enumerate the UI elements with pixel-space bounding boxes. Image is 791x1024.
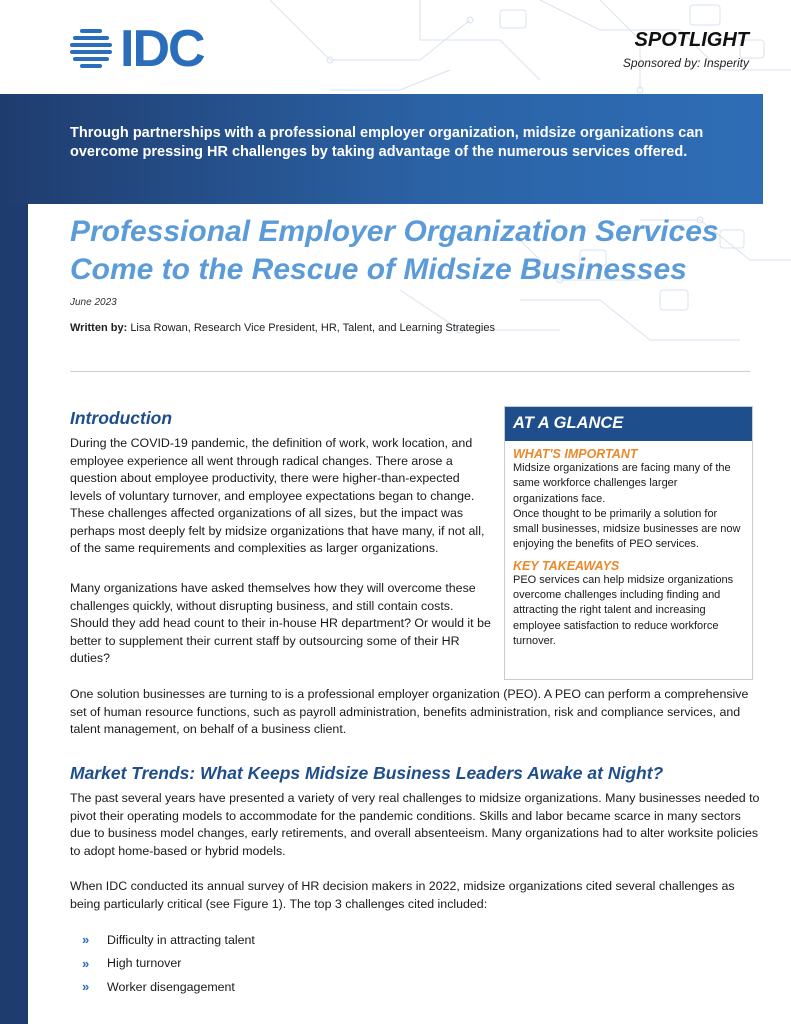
- author-name: Lisa Rowan, Research Vice President, HR, Talent, and Learning Strategies: [130, 322, 495, 334]
- author-label: Written by:: [70, 322, 128, 334]
- divider: [70, 371, 750, 372]
- chevron-bullet-icon: »: [82, 932, 90, 948]
- list-item: [82, 928, 255, 952]
- key-takeaways-label: KEY TAKEAWAYS: [513, 558, 620, 573]
- chevron-bullet-icon: »: [82, 979, 90, 995]
- intro-paragraph-1: During the COVID-19 pandemic, the definition of work, work location, and employee experience all went through radical changes. There arose a question about employee productivity, there were higher-than-expected levels of voluntary turnover, and employee expectations began to change. These challenges affected organizations of all sizes, but the impact was perhaps most deeply felt by midsize organizations that have many, if not all, of the same requirements and complexities as larger organizations.: [70, 436, 485, 555]
- list-item-text: High turnover: [107, 956, 182, 971]
- logo-wordmark: IDC: [120, 20, 204, 78]
- title-line-1: Professional Employer Organization Services: [70, 215, 719, 248]
- page-title: [70, 213, 770, 289]
- market-paragraph-2: When IDC conducted its annual survey of HR decision makers in 2022, midsize organizations cited several challenges as being particularly critical (see Figure 1). The top 3 challenges cited included:: [70, 879, 735, 911]
- glance-heading: AT A GLANCE: [505, 407, 752, 441]
- publication-date: June 2023: [70, 297, 117, 308]
- important-text-1: Midsize organizations are facing many of the same workforce challenges larger organizations face.: [513, 462, 731, 505]
- challenges-list: [82, 928, 255, 999]
- list-item: [82, 975, 255, 999]
- intro-paragraph-3: One solution businesses are turning to is a professional employer organization (PEO). A PEO can perform a comprehensive set of human resource functions, such as payroll administration, benefits administration, risk and compliance services, and talent management, on behalf of a business client.: [70, 687, 749, 736]
- doc-type: SPOTLIGHT: [634, 29, 749, 51]
- list-item-text: Worker disengagement: [107, 979, 235, 994]
- globe-logo-icon: [68, 26, 114, 72]
- sponsor-line: Sponsored by: Insperity: [622, 56, 749, 70]
- chevron-bullet-icon: »: [82, 955, 90, 971]
- market-paragraph-1: The past several years have presented a variety of very real challenges to midsize organizations. Many businesses needed to pivot their operating models to accommodate for the pandemic conditions. Skills and labor became scarce in many sectors due to business model changes, early retirements, and overall absenteeism. Many organizations had to alter worksite policies to adopt home-based or hybrid models.: [70, 791, 760, 858]
- at-a-glance-box: [504, 406, 753, 680]
- title-line-2: Come to the Rescue of Midsize Businesses: [70, 253, 687, 286]
- market-trends-heading: Market Trends: What Keeps Midsize Business Leaders Awake at Night?: [70, 763, 664, 783]
- intro-paragraph-2: Many organizations have asked themselves how they will overcome these challenges quickly, without disrupting business, and still contain costs. Should they add head count to their in-house HR department? Or would it be better to supplement their current staff by outsourcing some of their HR duties?: [70, 581, 491, 665]
- spotlight-label: [623, 28, 749, 70]
- left-accent-bar: [0, 94, 28, 1024]
- important-text-2: Once thought to be primarily a solution for small businesses, midsize businesses are now enjoying the benefits of PEO services.: [513, 507, 741, 551]
- author-line: [70, 322, 495, 334]
- list-item-text: Difficulty in attracting talent: [107, 932, 255, 947]
- whats-important-label: WHAT'S IMPORTANT: [513, 447, 638, 461]
- idc-logo: [68, 20, 218, 78]
- banner-text: Through partnerships with a professional employer organization, midsize organizations can overcome pressing HR challenges by taking advantage of the numerous services offered.: [70, 125, 704, 160]
- takeaways-text-1: PEO services can help midsize organizations overcome challenges including finding and attracting the right talent and increasing employee satisfaction to reduce workforce turnover.: [513, 573, 734, 647]
- list-item: [82, 952, 255, 976]
- introduction-heading: Introduction: [70, 408, 173, 428]
